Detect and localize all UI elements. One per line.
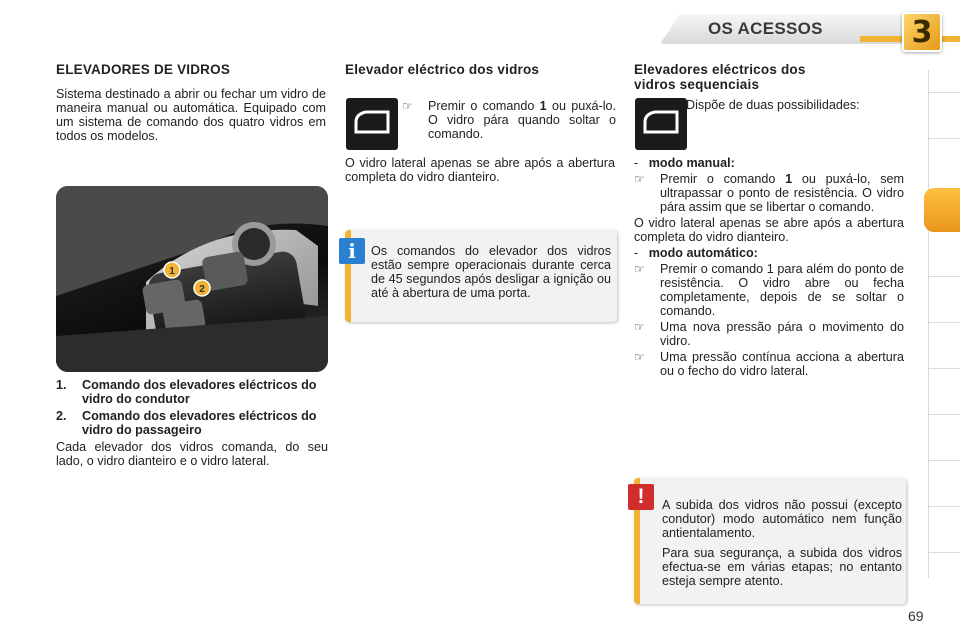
auto-mode-text: Premir o comando 1 para além do ponto de resistência. O vidro abre ou fecha completamente, depois de se soltar o comando.: [660, 262, 904, 318]
auto-mode-step: [634, 262, 904, 318]
warning-icon: !: [628, 484, 654, 510]
manual-mode-note: O vidro lateral apenas se abre após a abertura completa do vidro dianteiro.: [634, 216, 904, 244]
window-switch-icon: [346, 98, 398, 150]
info-box: [345, 230, 617, 322]
tab-divider: [929, 368, 960, 369]
dash-icon: -: [634, 246, 639, 260]
chapter-tabs: [928, 70, 960, 578]
section-heading-line-1: Elevadores eléctricos dos: [634, 62, 806, 77]
tab-divider: [929, 276, 960, 277]
pointing-hand-icon: ☞: [634, 172, 645, 186]
column-sequential-windows: [634, 62, 904, 92]
auto-mode-step: [634, 350, 904, 378]
tab-divider: [929, 414, 960, 415]
manual-text-a: Premir o comando: [660, 172, 786, 186]
window-switch-photo: [56, 186, 328, 372]
manual-mode-heading: [634, 156, 904, 170]
manual-mode-label: modo manual:: [648, 156, 735, 170]
column-window-lifts: [56, 62, 326, 143]
window-switch-illustration: [56, 186, 328, 372]
section-heading: Elevador eléctrico dos vidros: [345, 62, 540, 77]
dash-icon: -: [634, 156, 639, 170]
callout-1-label: 1: [169, 266, 175, 277]
mode-descriptions: [634, 156, 904, 378]
tab-divider: [929, 552, 960, 553]
auto-mode-text: Uma nova pressão pára o movimento do vidro.: [660, 320, 904, 348]
auto-mode-label: modo automático:: [648, 246, 758, 260]
manual-command-number: 1: [785, 172, 793, 186]
legend-text: Comando dos elevadores eléctricos do vidro do condutor: [82, 378, 317, 406]
callout-2-label: 2: [199, 284, 205, 295]
auto-mode-heading: [634, 246, 904, 260]
tab-active-chapter-3[interactable]: [924, 188, 960, 232]
legend-number: 2.: [56, 409, 67, 423]
step-text-a: Premir o comando: [428, 99, 540, 113]
tab-divider: [929, 92, 960, 93]
legend-item-1: [56, 378, 328, 406]
info-icon: i: [339, 238, 365, 264]
section-heading-line-2: vidros sequenciais: [634, 77, 760, 92]
pointing-hand-icon: ☞: [634, 350, 645, 364]
page-number: 69: [908, 608, 924, 624]
tab-divider: [929, 506, 960, 507]
manual-mode-text: [660, 172, 904, 214]
legend-text: Comando dos elevadores eléctricos do vidro do passageiro: [82, 409, 317, 437]
step-command-number: 1: [539, 99, 547, 113]
chapter-number-badge: 3: [902, 12, 942, 52]
possibilities-text: Dispõe de duas possibilidades:: [686, 98, 860, 112]
legend-outro: Cada elevador dos vidros comanda, do seu lado, o vidro dianteiro e o vidro lateral.: [56, 440, 328, 468]
pointing-hand-icon: ☞: [402, 99, 413, 113]
auto-mode-text: Uma pressão contínua acciona a abertura ou o fecho do vidro lateral.: [660, 350, 904, 378]
auto-mode-step: [634, 320, 904, 348]
pointing-hand-icon: ☞: [634, 262, 645, 276]
tab-divider: [929, 138, 960, 139]
step-instruction: [402, 99, 617, 141]
tab-divider: [929, 460, 960, 461]
pointing-hand-icon: ☞: [634, 320, 645, 334]
manual-mode-step: [634, 172, 904, 214]
column-electric-window: [345, 62, 615, 77]
warning-text-2: Para sua segurança, a subida dos vidros efectua-se em várias etapas; no entanto esteja sempre atento.: [662, 546, 902, 588]
warning-box: [634, 478, 906, 604]
side-window-note: O vidro lateral apenas se abre após a abertura completa do vidro dianteiro.: [345, 156, 615, 184]
info-text: Os comandos do elevador dos vidros estão sempre operacionais durante cerca de 45 segundos após desligar a ignição ou até à abertura de uma porta.: [371, 244, 611, 300]
step-text-b: ou puxá-lo. O vidro pára quando soltar o comando.: [428, 99, 617, 141]
chapter-title: OS ACESSOS: [708, 19, 823, 38]
window-switch-icon: [635, 98, 687, 150]
control-legend: [56, 378, 328, 468]
legend-item-2: [56, 409, 328, 437]
page-header: [0, 0, 960, 60]
intro-text: Sistema destinado a abrir ou fechar um vidro de maneira manual ou automática. Equipado com um sistema de comando dos quatro vidros em todos os modelos.: [56, 87, 326, 143]
legend-number: 1.: [56, 378, 67, 392]
tab-divider: [929, 322, 960, 323]
manual-text-b: ou puxá-lo, sem ultrapassar o ponto de resistência. O vidro pára assim que se libertar o comando.: [660, 172, 904, 214]
section-heading: ELEVADORES DE VIDROS: [56, 62, 231, 77]
warning-text-1: A subida dos vidros não possui (excepto condutor) modo automático nem função antientalamento.: [662, 498, 902, 540]
step-text: [428, 99, 616, 141]
